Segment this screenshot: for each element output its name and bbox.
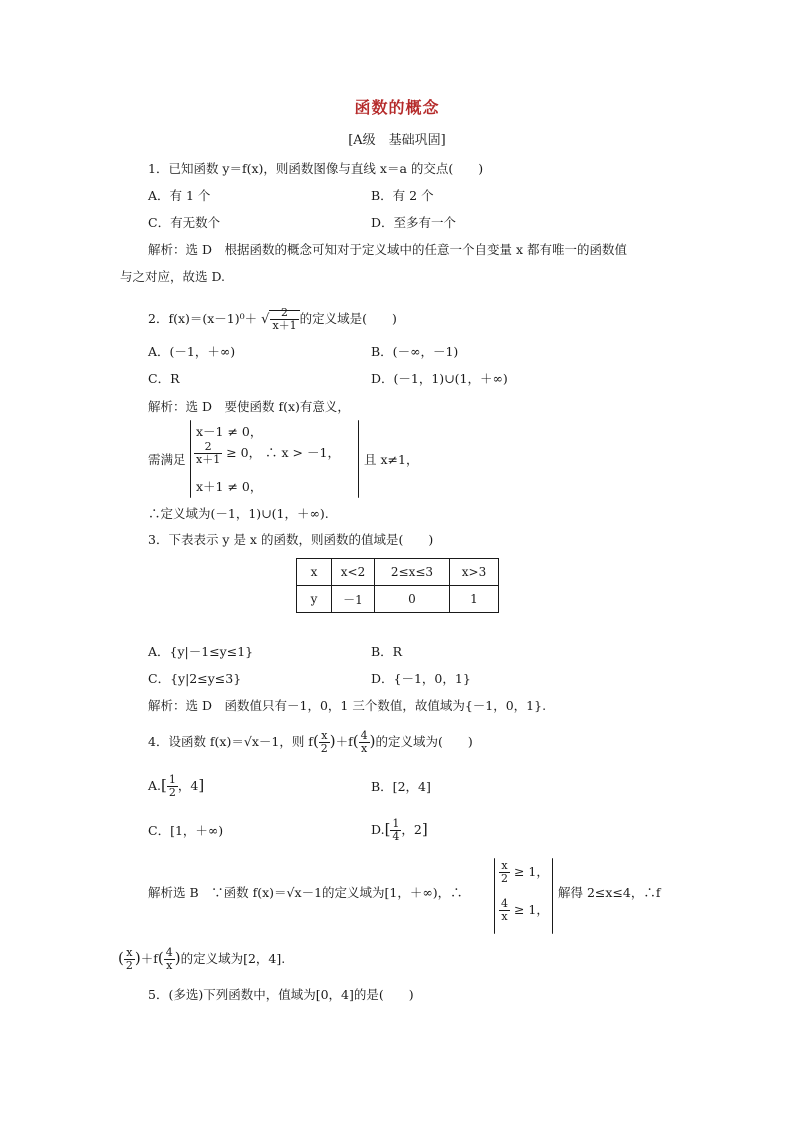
q2-sqrt-den: x＋1 bbox=[272, 319, 297, 332]
table-row bbox=[297, 559, 499, 586]
q2-sqrt-fraction bbox=[270, 307, 298, 332]
q1-option-d: D．至多有一个 bbox=[371, 215, 457, 230]
q2-stem bbox=[148, 307, 397, 332]
q1-option-c: C．有无数个 bbox=[148, 215, 221, 230]
left-brace-icon bbox=[190, 420, 191, 498]
table-cell: x bbox=[297, 559, 332, 586]
fraction-den: 2 bbox=[168, 786, 176, 799]
table-row bbox=[297, 586, 499, 613]
system-tail: ≥ 1， bbox=[513, 902, 549, 917]
q2-sys2-tail: ≥ 0， ∴ x > －1， bbox=[226, 445, 340, 460]
q4-solution-system-line2 bbox=[499, 896, 549, 924]
right-paren-icon: ) bbox=[329, 732, 336, 750]
q2-system-line1: x－1 ≠ 0， bbox=[196, 424, 263, 439]
fraction-num: 4 bbox=[501, 897, 508, 910]
sqrt-icon: √ bbox=[261, 312, 270, 327]
q2-option-b: B．(－∞，－1) bbox=[371, 344, 459, 359]
fraction-den: 2 bbox=[501, 872, 508, 885]
fraction-num: 4 bbox=[360, 729, 368, 742]
q2-solution-line1: 解析：选 D 要使函数 f(x)有意义， bbox=[148, 399, 350, 414]
left-bracket-icon: [ bbox=[161, 776, 167, 794]
q2-system-line3: x＋1 ≠ 0， bbox=[196, 479, 263, 494]
q4-solution-line2 bbox=[118, 944, 285, 973]
q4-solution-pre: 解析选 B ∵函数 f(x)＝√x－1的定义域为[1，＋∞)，∴ bbox=[148, 885, 463, 900]
fraction-num: x bbox=[319, 730, 330, 743]
right-paren-icon: ) bbox=[174, 949, 181, 967]
fraction-den: x bbox=[166, 959, 173, 972]
q2-sys2-den: x＋1 bbox=[196, 453, 221, 466]
q4-stem bbox=[148, 728, 473, 755]
q4-option-d bbox=[371, 816, 428, 843]
left-paren-icon: ( bbox=[118, 949, 124, 967]
q2-sys2-num: 2 bbox=[194, 441, 222, 454]
table-cell: x>3 bbox=[450, 559, 499, 586]
right-brace-icon bbox=[552, 858, 553, 934]
table-cell: －1 bbox=[332, 586, 375, 613]
q4-stem-mid: ＋f bbox=[335, 734, 353, 749]
fraction-num: 1 bbox=[168, 773, 176, 786]
q4-line2-mid: ＋f bbox=[140, 951, 158, 966]
q3-option-a: A．{y|－1≤y≤1} bbox=[148, 644, 254, 659]
option-tail: ，4 bbox=[177, 778, 199, 793]
q4-solution-system-line1 bbox=[499, 858, 549, 886]
fraction-num: x bbox=[124, 947, 135, 960]
section-level: [A级 基础巩固] bbox=[348, 133, 446, 148]
q2-stem-pre: 2．f(x)＝(x－1)⁰＋ bbox=[148, 311, 258, 326]
fraction-den: 4 bbox=[392, 830, 400, 843]
left-brace-icon bbox=[494, 858, 495, 934]
q3-solution: 解析：选 D 函数值只有－1，0，1 三个数值，故值域为{－1，0，1}. bbox=[148, 698, 547, 713]
q3-value-table bbox=[296, 558, 499, 613]
fraction-den: x bbox=[501, 910, 508, 923]
fraction-den: 2 bbox=[320, 742, 328, 755]
right-paren-icon: ) bbox=[134, 949, 141, 967]
q3-option-c: C．{y|2≤y≤3} bbox=[148, 671, 242, 686]
q1-solution-line1: 解析：选 D 根据函数的概念可知对于定义域中的任意一个自变量 x 都有唯一的函数值 bbox=[148, 242, 627, 257]
q1-stem: 1．已知函数 y＝f(x)，则函数图像与直线 x＝a 的交点( ) bbox=[148, 161, 484, 176]
left-paren-icon: ( bbox=[312, 732, 319, 750]
option-letter: D. bbox=[371, 822, 385, 837]
system-tail: ≥ 1， bbox=[513, 864, 549, 879]
q3-option-d: D．{－1，0，1} bbox=[371, 671, 471, 686]
page-title: 函数的概念 bbox=[354, 98, 440, 117]
table-cell: x<2 bbox=[332, 559, 375, 586]
q2-option-a: A．(－1，＋∞) bbox=[148, 344, 236, 359]
option-letter: A. bbox=[148, 778, 162, 793]
q2-sqrt-num: 2 bbox=[270, 307, 298, 320]
q2-option-c: C．R bbox=[148, 371, 180, 386]
q1-option-a: A．有 1 个 bbox=[148, 188, 211, 203]
q2-and-condition: 且 x≠1， bbox=[364, 452, 419, 467]
table-cell: 0 bbox=[375, 586, 450, 613]
q4-stem-post: 的定义域为( ) bbox=[375, 734, 473, 749]
q2-conclusion: ∴定义域为(－1，1)∪(1，＋∞). bbox=[148, 506, 329, 521]
option-tail: ，2 bbox=[401, 822, 422, 837]
right-bracket-icon: ] bbox=[421, 820, 428, 838]
fraction-num: x bbox=[499, 860, 510, 873]
fraction-num: 4 bbox=[165, 946, 173, 959]
q4-option-c: C．[1，＋∞) bbox=[148, 823, 224, 838]
left-bracket-icon: [ bbox=[384, 820, 391, 838]
q3-stem: 3．下表表示 y 是 x 的函数，则函数的值域是( ) bbox=[148, 532, 434, 547]
q5-stem: 5．(多选)下列函数中，值域为[0，4]的是( ) bbox=[148, 987, 414, 1002]
q1-solution-line2: 与之对应，故选 D. bbox=[120, 269, 226, 284]
left-paren-icon: ( bbox=[352, 732, 359, 750]
q4-option-a bbox=[148, 772, 204, 799]
right-brace-icon bbox=[358, 420, 359, 498]
q3-option-b: B．R bbox=[371, 644, 403, 659]
q4-line2-post: 的定义域为[2，4]. bbox=[180, 951, 286, 966]
right-bracket-icon: ] bbox=[198, 776, 205, 794]
right-paren-icon: ) bbox=[369, 732, 376, 750]
fraction-num: 1 bbox=[392, 817, 400, 830]
table-cell: 1 bbox=[450, 586, 499, 613]
fraction-den: x bbox=[361, 742, 368, 755]
left-paren-icon: ( bbox=[157, 949, 164, 967]
q4-stem-pre: 4．设函数 f(x)＝√x－1，则 f bbox=[148, 734, 313, 749]
q2-system-line2 bbox=[194, 441, 340, 466]
q4-solution-post: 解得 2≤x≤4，∴f bbox=[558, 885, 661, 900]
q4-option-b: B．[2，4] bbox=[371, 779, 431, 794]
q2-need-label: 需满足 bbox=[148, 452, 186, 467]
table-cell: y bbox=[297, 586, 332, 613]
table-cell: 2≤x≤3 bbox=[375, 559, 450, 586]
q2-stem-post: 的定义域是( ) bbox=[299, 311, 397, 326]
q1-option-b: B．有 2 个 bbox=[371, 188, 434, 203]
fraction-den: 2 bbox=[125, 959, 133, 972]
q2-option-d: D．(－1，1)∪(1，＋∞) bbox=[371, 371, 508, 386]
